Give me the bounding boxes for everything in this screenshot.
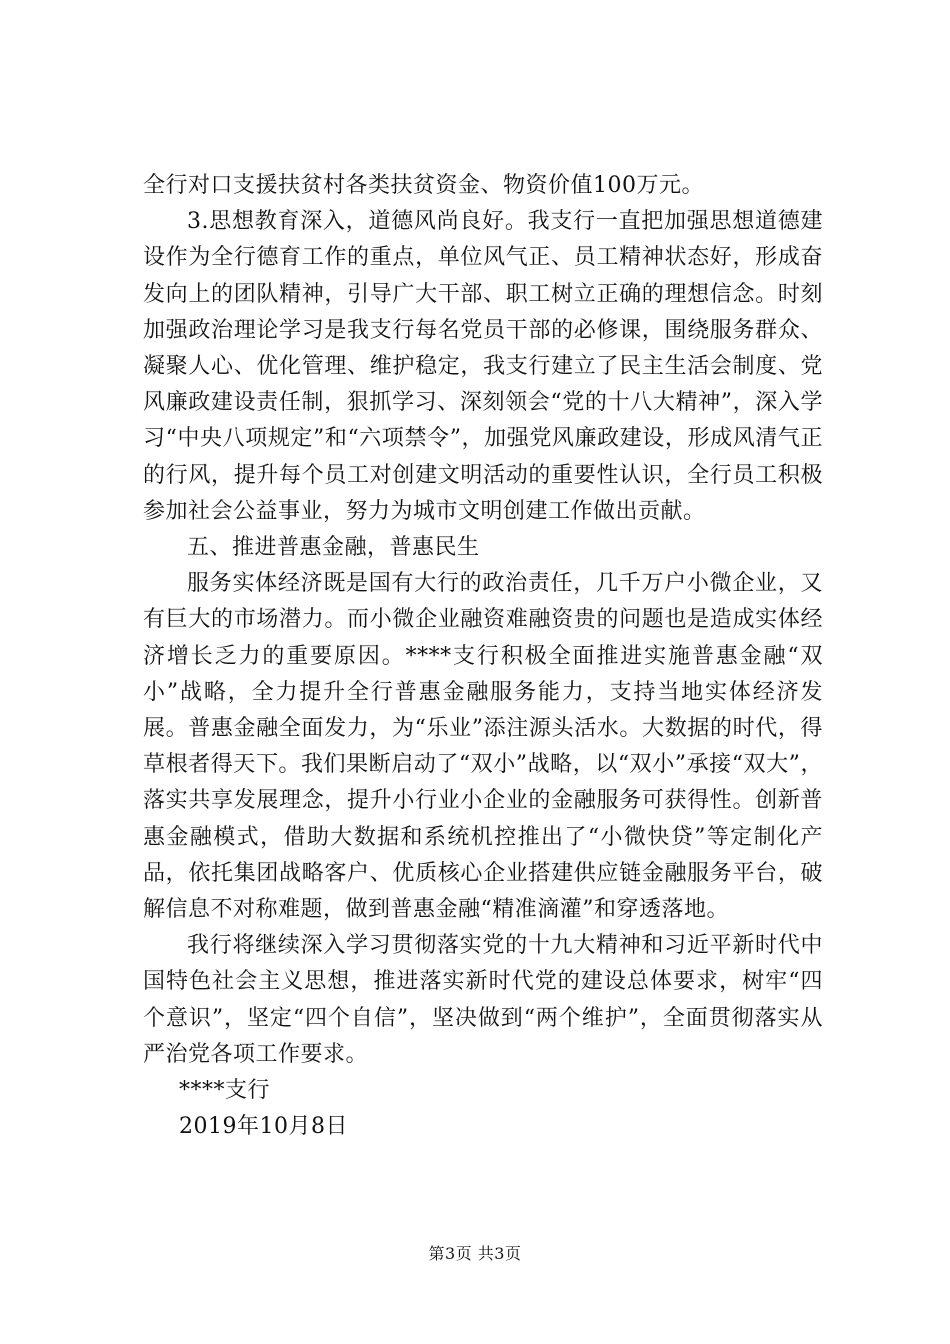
paragraph-continuation: 全行对口支援扶贫村各类扶贫资金、物资价值100万元。	[143, 173, 704, 198]
paragraph-ideological-education: 3.思想教育深入，道德风尚良好。我支行一直把加强思想道德建设作为全行德育工作的重点，单位风气正、员工精神状态好，形成奋发向上的团队精神，引导广大干部、职工树立正确的理想信念。时刻加强政治理论学习是我支行每名党员干部的必修课，围绕服务群众、凝聚人心、优化管理、维护稳定，我支行建立了民主生活会制度、党风廉政建设责任制，狠抓学习、深刻领会“党的十八大精神”，深入学习“中央八项规定”和“六项禁令”，加强党风廉政建设，形成风清气正的行风，提升每个员工对创建文明活动的重要性认识，全行员工积极参加社会公益事业，努力为城市文明创建工作做出贡献。	[143, 209, 823, 524]
signature-date: 2019年10月8日	[179, 1114, 348, 1140]
signature: ****支行	[179, 1078, 271, 1104]
section-heading-inclusive-finance: 五、推进普惠金融，普惠民生	[187, 535, 480, 561]
page-footer	[0, 1244, 950, 1264]
paragraph-inclusive-finance: 服务实体经济既是国有大行的政治责任，几千万户小微企业，又有巨大的市场潜力。而小微企业融资难融资贵的问题也是造成实体经济增长乏力的重要原因。****支行积极全面推进实施普惠金融“双小”战略，全力提升全行普惠金融服务能力，支持当地实体经济发展。普惠金融全面发力，为“乐业”添注源头活水。大数据的时代，得草根者得天下。我们果断启动了“双小”战略，以“双小”承接“双大”，落实共享发展理念，提升小行业小企业的金融服务可获得性。创新普惠金融模式，借助大数据和系统机控推出了“小微快贷”等定制化产品，依托集团战略客户、优质核心企业搭建供应链金融服务平台，破解信息不对称难题，做到普惠金融“精准滴灌”和穿透落地。	[143, 571, 823, 923]
document-body	[143, 168, 823, 1145]
paragraph-conclusion: 我行将继续深入学习贯彻落实党的十九大精神和习近平新时代中国特色社会主义思想，推进落实新时代党的建设总体要求，树牢“四个意识”，坚定“四个自信”，坚决做到“两个维护”，全面贯彻落实从严治党各项工作要求。	[143, 933, 823, 1067]
page-number: 第3页 共3页	[428, 1244, 522, 1263]
